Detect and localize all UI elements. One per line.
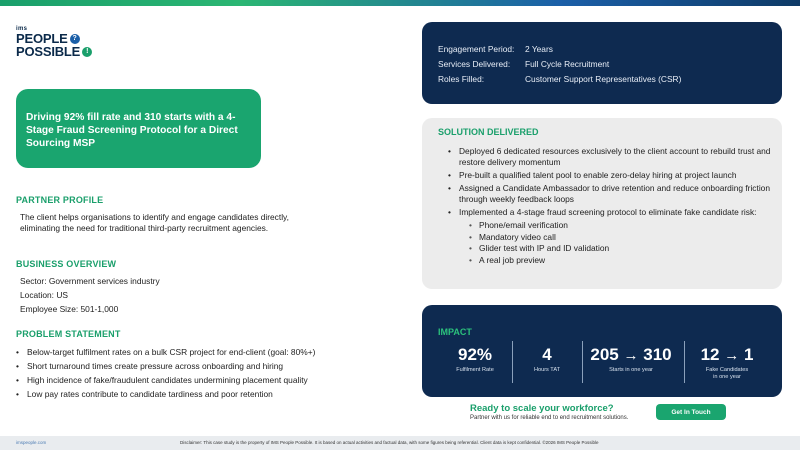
solution-card: [422, 118, 782, 289]
company-logo: [16, 26, 92, 58]
metric-divider: [582, 341, 583, 383]
list-item: • High incidence of fake/fraudulent candidates undermining placement quality: [16, 375, 316, 386]
metric-divider: [684, 341, 685, 383]
fraud-steps-list: [459, 220, 773, 266]
solution-list: [448, 146, 773, 268]
list-item: • Short turnaround times create pressure across onboarding and hiring: [16, 361, 316, 372]
metric-from: 12: [700, 345, 720, 364]
sub-list-item: • Mandatory video call: [469, 232, 773, 244]
impact-title: IMPACT: [438, 327, 472, 337]
logo-line-2: [16, 45, 92, 58]
business-location: Location: US: [20, 290, 68, 300]
partner-profile-text: The client helps organisations to identify and engage candidates directly, eliminating the need for traditional third-party recruitment agencies.: [20, 212, 289, 233]
top-gradient-bar: [0, 0, 800, 6]
metric-value: 4: [542, 345, 552, 364]
metric-value: 92%: [457, 345, 493, 364]
metric-value: [690, 345, 764, 365]
services-label: Services Delivered:: [438, 59, 511, 69]
footer-url-link[interactable]: imspeople.com: [16, 440, 47, 445]
logo-possible: POSSIBLE: [16, 44, 81, 59]
metric-divider: [512, 341, 513, 383]
engagement-period-label: Engagement Period:: [438, 44, 515, 54]
get-in-touch-button[interactable]: Get In Touch: [656, 404, 726, 420]
metric-to: 310: [643, 345, 672, 364]
arrow-right-icon: →: [623, 347, 639, 364]
metric-fake-candidates: [690, 345, 764, 381]
metric-caption: Starts in one year: [609, 367, 653, 373]
business-overview-title: BUSINESS OVERVIEW: [16, 259, 117, 269]
list-item: • Low pay rates contribute to candidate tardiness and poor retention: [16, 389, 316, 400]
list-item-text: Implemented a 4-stage fraud screening protocol to eliminate fake candidate risk:: [459, 207, 757, 217]
business-sector: Sector: Government services industry: [20, 276, 160, 286]
headline-box: Driving 92% fill rate and 310 starts with a 4-Stage Fraud Screening Protocol for a Direct Sourcing MSP: [16, 89, 261, 168]
partner-profile-title: PARTNER PROFILE: [16, 195, 104, 205]
engagement-period-value: 2 Years: [525, 44, 553, 54]
metric-caption: Fake Candidates in one year: [705, 367, 749, 380]
metric-value: [586, 345, 676, 365]
logo-ims: ims: [16, 26, 28, 32]
metric-caption: Fulfilment Rate: [456, 367, 494, 373]
services-value: Full Cycle Recruitment: [525, 59, 610, 69]
sub-list-item: • Phone/email verification: [469, 220, 773, 232]
metric-from: 205: [590, 345, 619, 364]
cta-subtitle: Partner with us for reliable end to end recruitment solutions.: [470, 415, 629, 421]
roles-value: Customer Support Representatives (CSR): [525, 74, 682, 84]
arrow-right-icon: →: [724, 347, 740, 364]
question-icon: ?: [70, 34, 80, 44]
problem-list: [16, 347, 316, 403]
metric-caption: Hours TAT: [533, 367, 561, 373]
list-item: [448, 207, 773, 266]
metric-starts: [586, 345, 676, 374]
exclamation-icon: !: [82, 47, 92, 57]
metric-to: 1: [743, 345, 754, 364]
list-item: • Pre-built a qualified talent pool to enable zero-delay hiring at project launch: [448, 170, 773, 181]
sub-list-item: • A real job preview: [469, 255, 773, 267]
solution-title: SOLUTION DELIVERED: [438, 127, 539, 137]
list-item: • Below-target fulfilment rates on a bulk CSR project for end-client (goal: 80%+): [16, 347, 316, 358]
footer-disclaimer: Disclaimer: This case study is the property of IMS People Possible. It is based on actual activities and factual data, with some figures being referential. Client data is kept confidential. ©2026 IMS People Possible: [180, 440, 599, 445]
list-item: • Deployed 6 dedicated resources exclusively to the client account to rebuild trust and restore delivery momentum: [448, 146, 773, 168]
logo-people: PEOPLE: [16, 31, 68, 46]
cta-title: Ready to scale your workforce?: [470, 403, 614, 414]
business-size: Employee Size: 501-1,000: [20, 304, 119, 314]
sub-list-item: • Glider test with IP and ID validation: [469, 243, 773, 255]
problem-statement-title: PROBLEM STATEMENT: [16, 329, 121, 339]
metric-tat: [522, 345, 572, 374]
list-item: • Assigned a Candidate Ambassador to drive retention and reduce onboarding friction through weekly feedback loops: [448, 183, 773, 205]
engagement-card: [422, 22, 782, 104]
roles-label: Roles Filled:: [438, 74, 485, 84]
footer: [0, 436, 800, 450]
impact-card: [422, 305, 782, 397]
metric-fill-rate: [450, 345, 500, 374]
